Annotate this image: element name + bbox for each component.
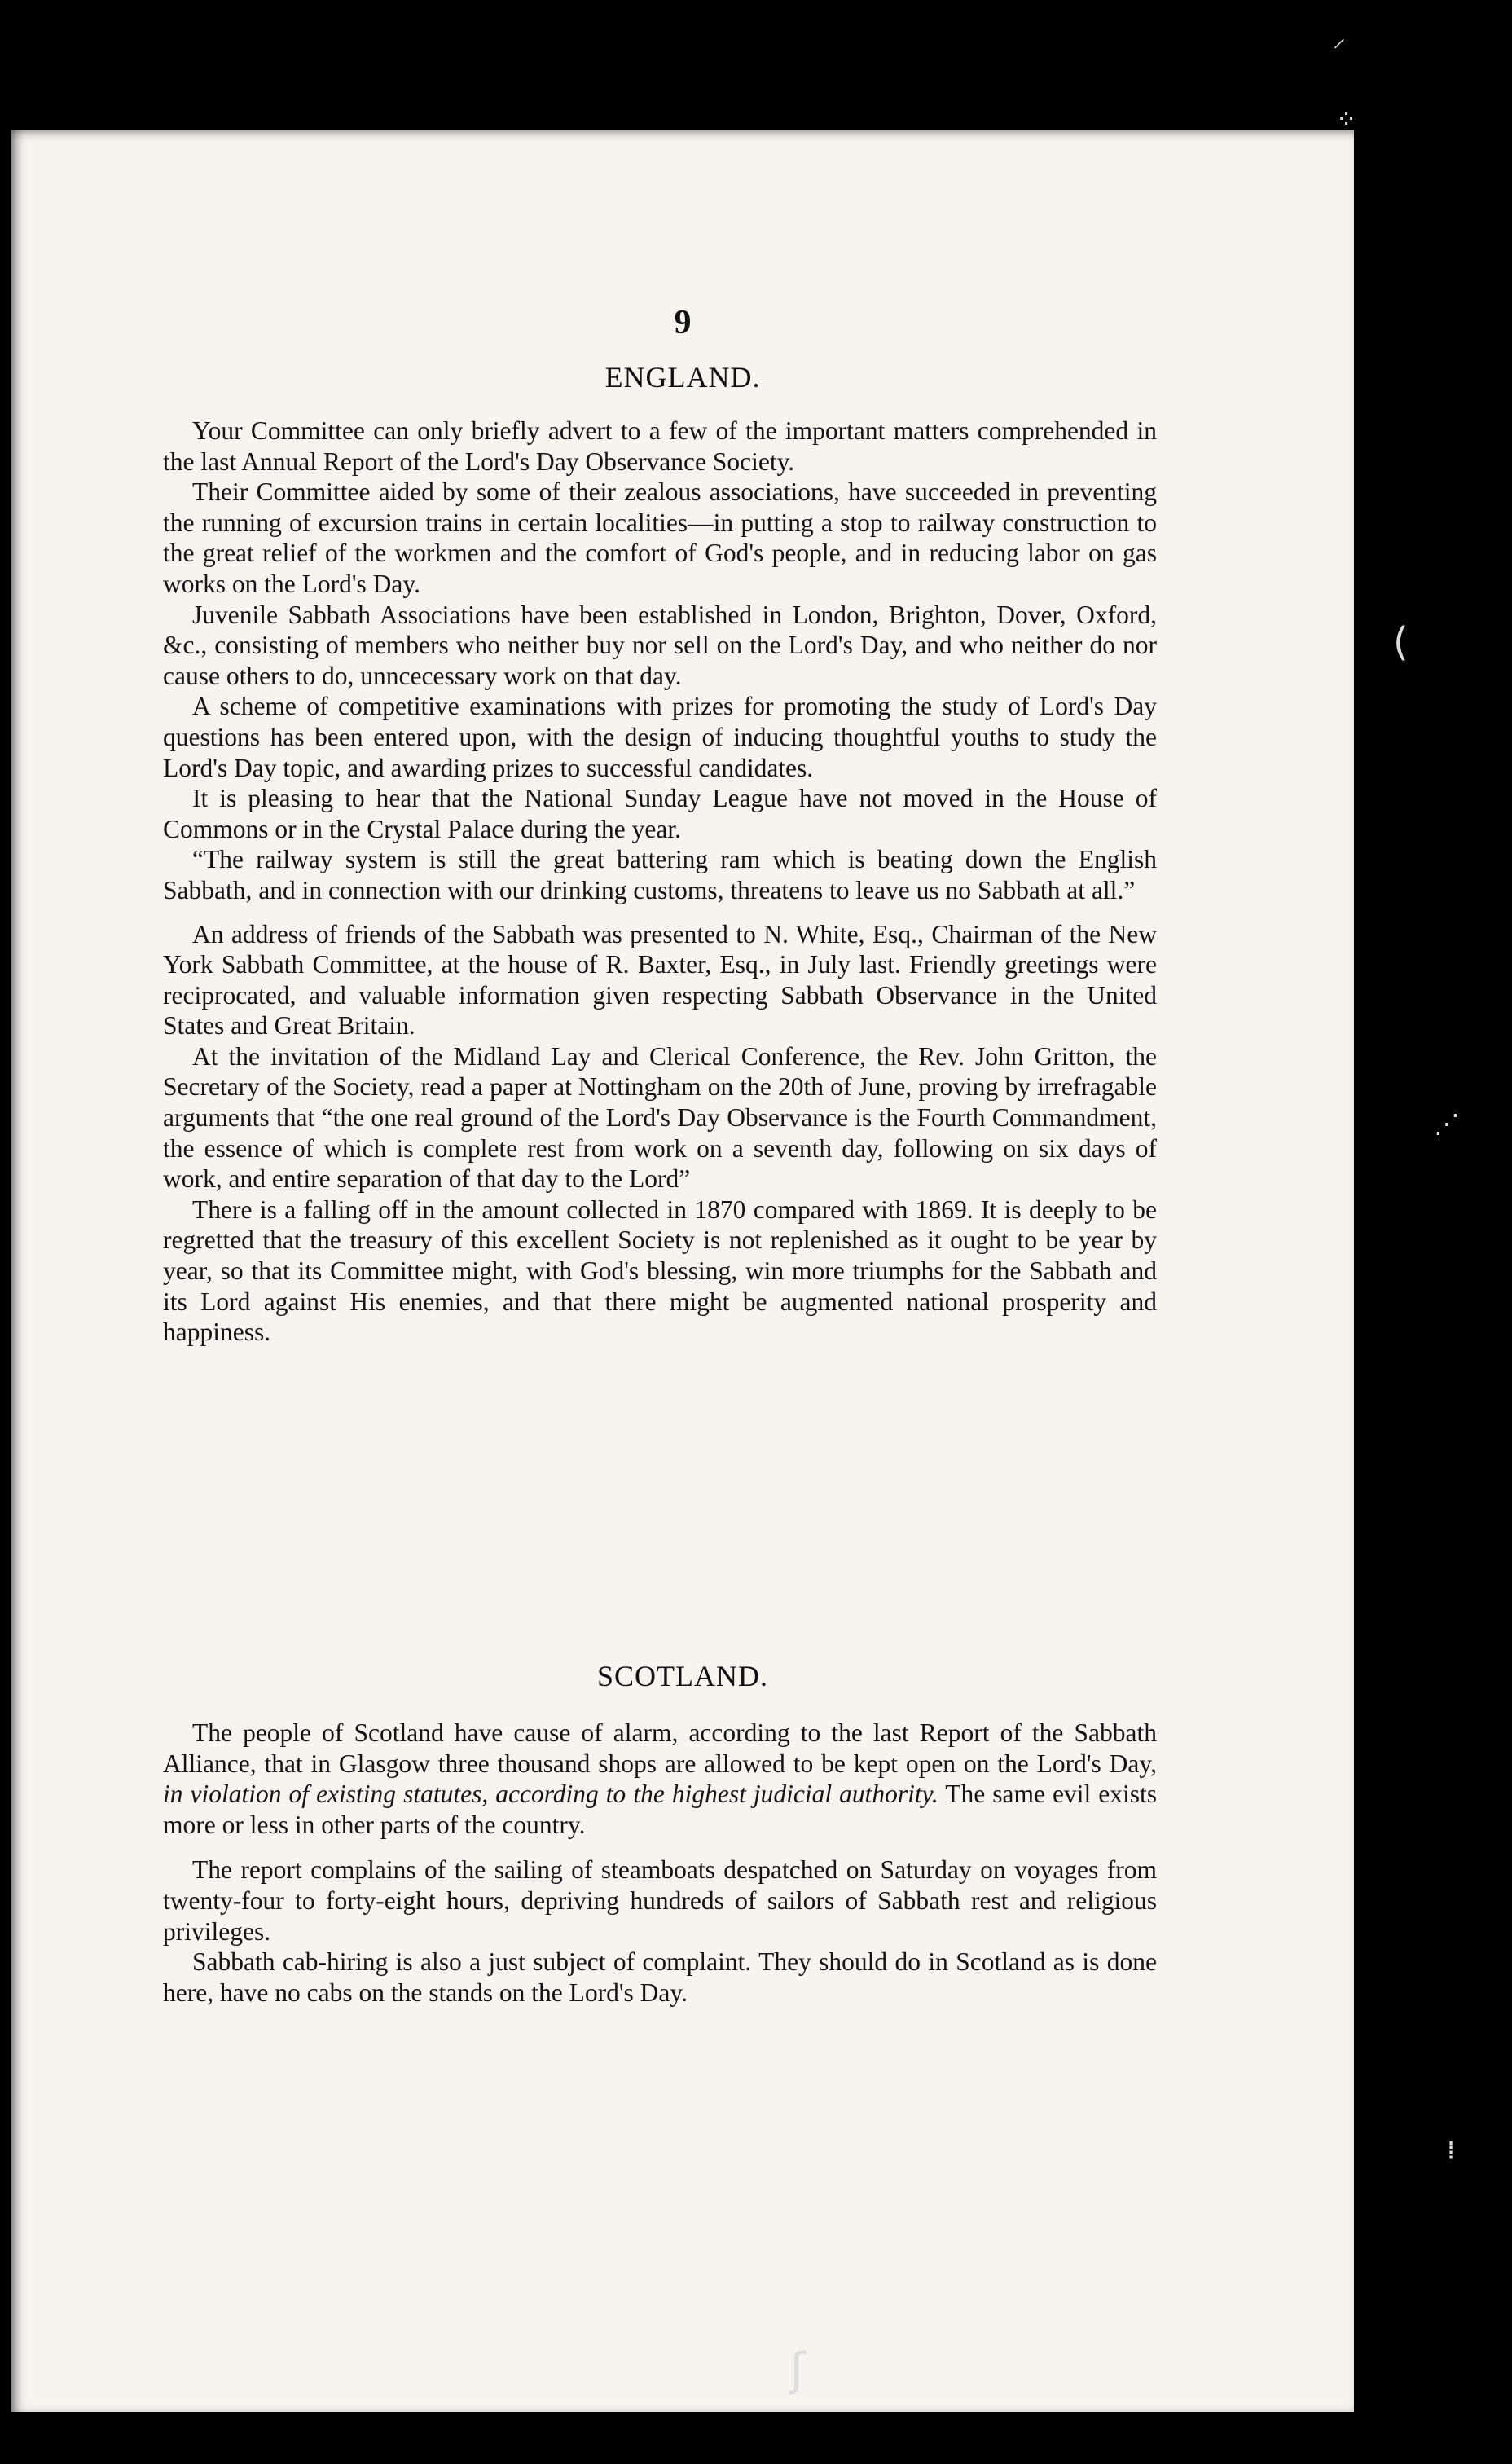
paragraph: Their Committee aided by some of their zealous associations, have succeeded in preventing the running of excursion trains in certain localities—in putting a stop to railway construction to the great relief of the workmen and the comfort of God's people, and in reducing labor on gas works on the Lord's Day. bbox=[163, 477, 1157, 598]
section-heading-england: ENGLAND. bbox=[604, 361, 761, 394]
paragraph: The report complains of the sailing of steamboats despatched on Saturday on voyages from twenty-four to forty-eight hours, depriving hundreds of sailors of Sabbath rest and religious privileges. bbox=[163, 1855, 1157, 1946]
document-page bbox=[11, 130, 1354, 2412]
scan-debris-mark: ⋰ bbox=[1434, 1108, 1460, 1139]
paragraph: There is a falling off in the amount collected in 1870 compared with 1869. It is deeply to be regretted that the treasury of this excellent Society is not replenished as it ought to be year by year, so that its Committee might, with God's blessing, win more triumphs for the Sabbath and its Lord against His enemies, and that there might be augmented national prosperity and happiness. bbox=[163, 1195, 1157, 1347]
paragraph: Your Committee can only briefly advert to a few of the important matters comprehended in the last Annual Report of the Lord's Day Observance Society. bbox=[163, 416, 1157, 476]
paragraph: An address of friends of the Sabbath was presented to N. White, Esq., Chairman of the New York Sabbath Committee, at the house of R. Baxter, Esq., in July last. Friendly greetings were reciprocated, and valuable information given respecting Sabbath Observance in the United States and Great Britain. bbox=[163, 919, 1157, 1041]
section-heading-scotland: SCOTLAND. bbox=[596, 1660, 768, 1692]
england-section-body bbox=[163, 416, 1157, 1348]
scotland-section-body bbox=[163, 1718, 1157, 2008]
scan-debris-mark: ⁞ bbox=[1447, 2135, 1456, 2166]
scan-debris-mark: ⁘ bbox=[1336, 106, 1357, 134]
paragraph-text: The people of Scotland have cause of alarm, according to the last Report of the Sabbath Alliance, that in Glasgow three thousand shops are allowed to be kept open on the Lord's Day, bbox=[163, 1718, 1157, 1778]
scan-debris-mark: ʃ bbox=[790, 2343, 806, 2396]
paragraph-text: The same evil exists more or less in other parts of the country. bbox=[163, 1780, 1157, 1839]
italic-quotation: in violation of existing statutes, according to the highest judicial authority. bbox=[163, 1780, 938, 1809]
paragraph: “The railway system is still the great battering ram which is beating down the English Sabbath, and in connection with our drinking customs, threatens to leave us no Sabbath at all.” bbox=[163, 845, 1157, 904]
paragraph: Juvenile Sabbath Associations have been established in London, Brighton, Dover, Oxford, &c., consisting of members who neither buy nor sell on the Lord's Day, and who neither do nor cause others to do, unncecessary work on that day. bbox=[163, 600, 1157, 690]
scan-debris-mark: ⸝ bbox=[1333, 22, 1347, 53]
page-number: 9 bbox=[674, 304, 692, 341]
scan-debris-mark: ( bbox=[1393, 619, 1409, 665]
paragraph: A scheme of competitive examinations with prizes for promoting the study of Lord's Day questions has been entered upon, with the design of inducing thoughtful youths to study the Lord's Day topic, and awarding prizes to successful candidates. bbox=[163, 692, 1157, 782]
paragraph: Sabbath cab-hiring is also a just subject of complaint. They should do in Scotland as is done here, have no cabs on the stands on the Lord's Day. bbox=[163, 1947, 1157, 2007]
paragraph: It is pleasing to hear that the National Sunday League have not moved in the House of Commons or in the Crystal Palace during the year. bbox=[163, 784, 1157, 843]
paragraph bbox=[163, 1718, 1157, 1840]
paragraph: At the invitation of the Midland Lay and Clerical Conference, the Rev. John Gritton, the Secretary of the Society, read a paper at Nottingham on the 20th of June, proving by irrefragable arguments that “the one real ground of the Lord's Day Observance is the Fourth Commandment, the essence of which is complete rest from work on a seventh day, following on six days of work, and entire separation of that day to the Lord” bbox=[163, 1041, 1157, 1194]
